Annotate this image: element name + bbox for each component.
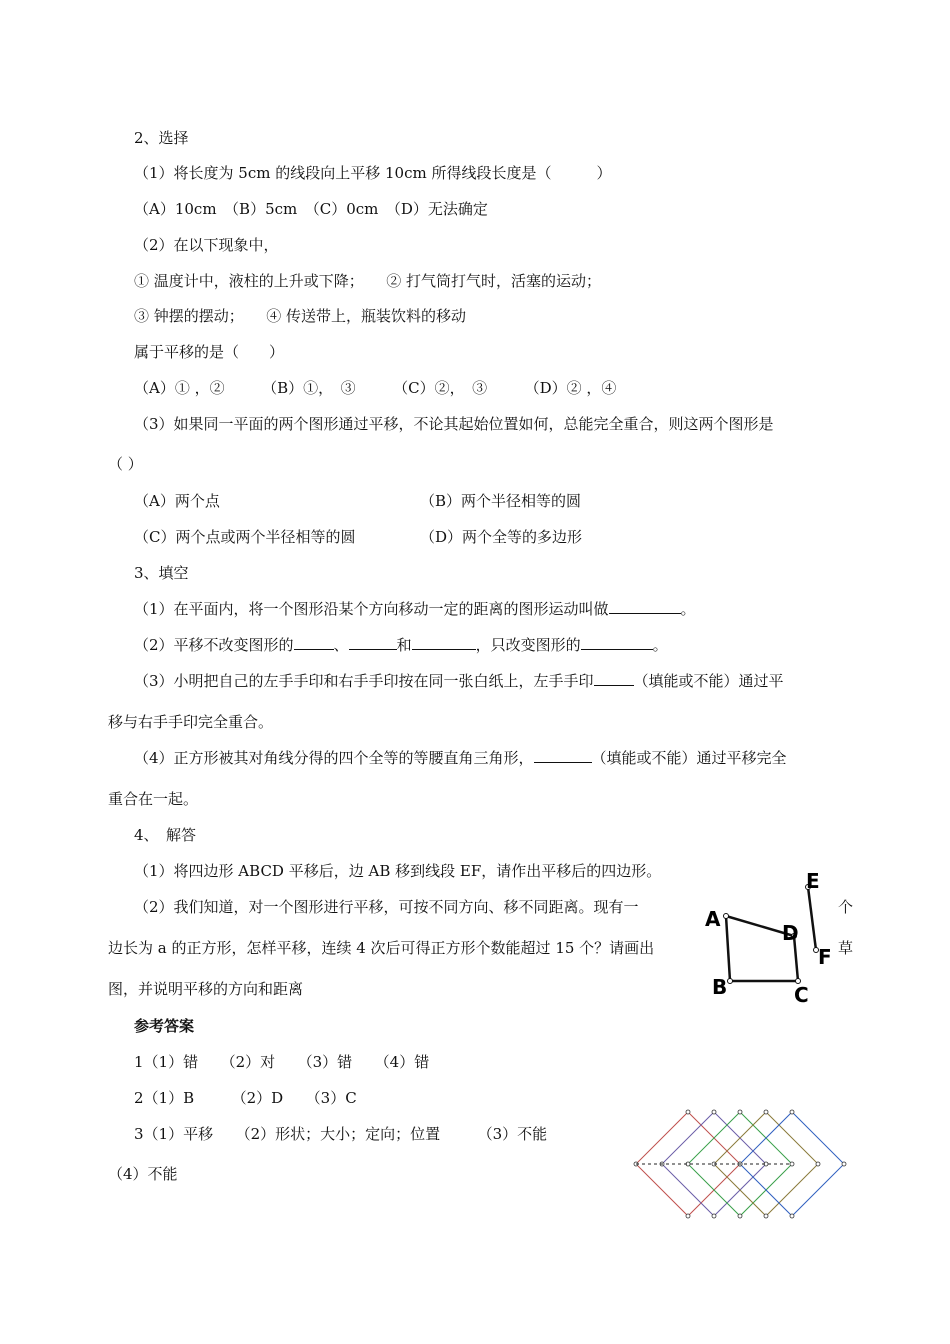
fill-4-text-a: （4）正方形被其对角线分得的四个全等的等腰直角三角形，: [134, 749, 534, 767]
solve-2-line2-end: 草: [838, 939, 854, 957]
solve-2-line1: （2）我们知道，对一个图形进行平移，可按不同方向、移不同距离。现有一: [134, 898, 639, 916]
fill-3-text-a: （3）小明把自己的左手手印和右手手印按在同一张白纸上，左手手印: [134, 672, 594, 690]
section4-title: 4、 解答: [134, 826, 197, 844]
square-3-vertex-3: [738, 1214, 742, 1218]
square-5-vertex-2: [842, 1162, 846, 1166]
fill-2-text-e: 。: [652, 636, 668, 654]
answer-2: 2（1）B （2）D （3）C: [134, 1089, 357, 1107]
answer-4: （4）不能: [108, 1165, 178, 1183]
fill-1-end: 。: [680, 600, 696, 618]
fill-1: [134, 599, 696, 619]
label-e: E: [806, 869, 820, 893]
q2-items-3-4: ③ 钟摆的摆动； ④ 传送带上，瓶装饮料的移动: [134, 307, 467, 325]
fill-2-blank-1[interactable]: [294, 635, 334, 650]
square-5-vertex-3: [790, 1214, 794, 1218]
answers-title: 参考答案: [134, 1017, 195, 1035]
fill-2-blank-4[interactable]: [581, 635, 653, 650]
q3-text-line2: （ ）: [108, 455, 143, 473]
fill-2: [134, 635, 668, 655]
point-a: [724, 914, 729, 919]
fill-3-text-b: （填能或不能）通过平: [633, 672, 784, 690]
q2-options: （A）① ，② （B）①， ③ （C）②， ③ （D）② ，④: [134, 379, 617, 397]
solve-2-line1-end: 个: [838, 898, 854, 916]
fill-2-text-d: ，只改变图形的: [475, 636, 581, 654]
q3-option-d: （D）两个全等的多边形: [420, 528, 583, 546]
q1-options: （A）10cm （B）5cm （C）0cm （D）无法确定: [134, 200, 488, 218]
solve-1: （1）将四边形 ABCD 平移后，边 AB 移到线段 EF，请作出平移后的四边形。: [134, 862, 662, 880]
q3-option-c: （C）两个点或两个半径相等的圆: [134, 528, 356, 546]
square-4-vertex-2: [816, 1162, 820, 1166]
square-5-vertex-1: [790, 1110, 794, 1114]
fill-2-text-a: （2）平移不改变图形的: [134, 636, 294, 654]
square-1-vertex-1: [686, 1110, 690, 1114]
q3-option-a: （A）两个点: [134, 492, 220, 510]
fill-3-cont: 移与右手手印完全重合。: [108, 713, 274, 731]
fill-1-blank[interactable]: [609, 599, 681, 614]
fill-4: [134, 748, 787, 768]
fill-4-blank[interactable]: [534, 748, 592, 763]
fill-2-blank-2[interactable]: [349, 635, 397, 650]
fill-4-text-b: （填能或不能）通过平移完全: [591, 749, 787, 767]
fill-2-blank-3[interactable]: [412, 635, 476, 650]
square-1-vertex-3: [686, 1214, 690, 1218]
solve-2-line2: 边长为 a 的正方形，怎样平移，连续 4 次后可得正方形个数能超过 15 个？请画出: [108, 939, 655, 957]
point-b: [728, 979, 733, 984]
answer-3: 3（1）平移 （2）形状；大小；定向；位置 （3）不能: [134, 1125, 548, 1143]
q3-text-line1: （3）如果同一平面的两个图形通过平移，不论其起始位置如何，总能完全重合，则这两个图形是: [134, 415, 774, 433]
label-f: F: [818, 945, 832, 969]
square-2-vertex-1: [712, 1110, 716, 1114]
q2-items-1-2: ① 温度计中，液柱的上升或下降； ② 打气筒打气时，活塞的运动；: [134, 272, 602, 290]
fill-2-text-b: 、: [333, 636, 349, 654]
fill-3-blank[interactable]: [594, 671, 634, 686]
squares-translation-figure: [630, 1106, 850, 1226]
label-b: B: [712, 975, 728, 999]
square-4-vertex-1: [764, 1110, 768, 1114]
q1-text: （1）将长度为 5cm 的线段向上平移 10cm 所得线段长度是（ ）: [134, 164, 612, 182]
solve-2-line3: 图，并说明平移的方向和距离: [108, 980, 304, 998]
fill-3: [134, 671, 784, 691]
fill-1-text: （1）在平面内，将一个图形沿某个方向移动一定的距离的图形运动叫做: [134, 600, 609, 618]
section2-title: 2、选择: [134, 129, 189, 147]
section3-title: 3、填空: [134, 564, 189, 582]
fill-2-text-c: 和: [396, 636, 412, 654]
q3-option-b: （B）两个半径相等的圆: [420, 492, 582, 510]
label-a: A: [705, 907, 721, 931]
q2-text: （2）在以下现象中，: [134, 236, 279, 254]
label-d: D: [782, 921, 799, 945]
fill-4-cont: 重合在一起。: [108, 790, 199, 808]
square-4-vertex-3: [764, 1214, 768, 1218]
quadrilateral-figure: [700, 868, 840, 1008]
label-c: C: [794, 983, 809, 1007]
square-2-vertex-3: [712, 1214, 716, 1218]
q2-ask: 属于平移的是（ ）: [134, 343, 285, 361]
segment-ef: [808, 887, 816, 950]
square-3-vertex-1: [738, 1110, 742, 1114]
answer-1: 1（1）错 （2）对 （3）错 （4）错: [134, 1053, 430, 1071]
